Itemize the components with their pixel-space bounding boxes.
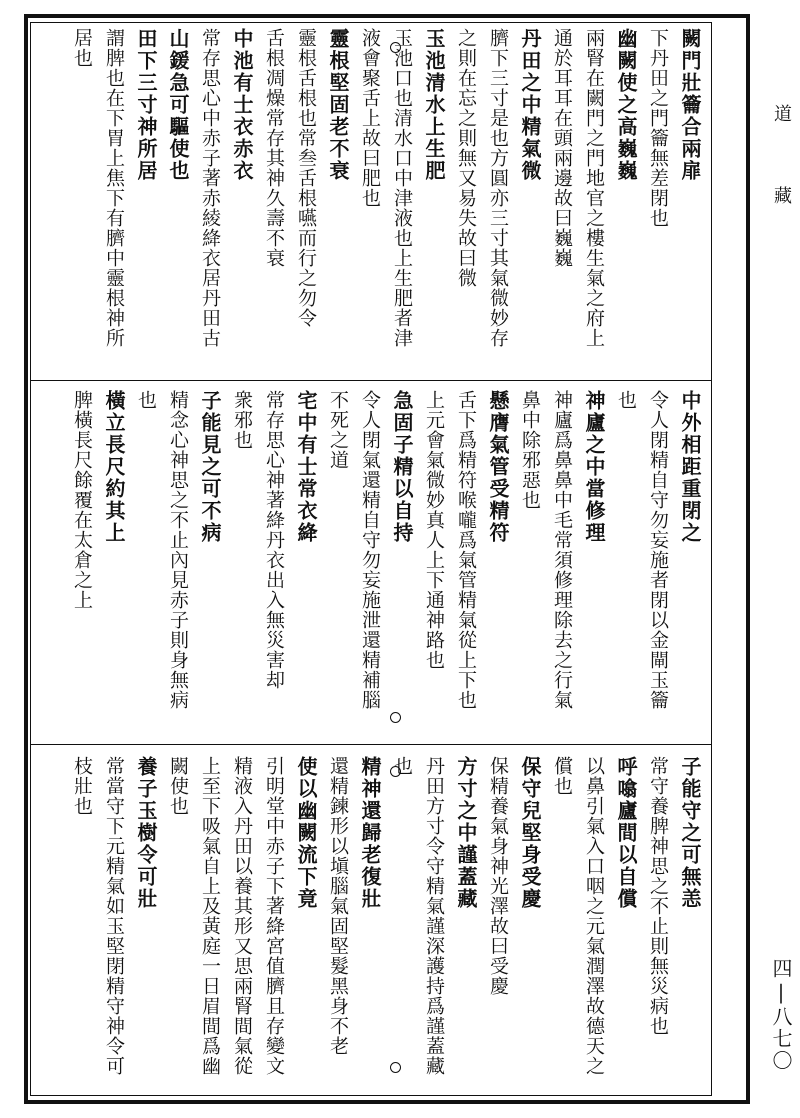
verse-column: 養子玉樹令可壯: [134, 756, 158, 910]
commentary-column: 上至下吸氣自上及黃庭一日眉間爲幽: [199, 756, 221, 1076]
commentary-column: 也: [391, 756, 413, 776]
commentary-column: 衆邪也: [231, 390, 253, 450]
commentary-column: 靈根舌根也常叁舌根嚥而行之勿令: [295, 28, 317, 328]
punctuation-circle: [390, 42, 401, 53]
band-divider-2: [30, 744, 712, 745]
commentary-column: 常守養脾神思之不止則無災病也: [647, 756, 669, 1036]
verse-column: 子能守之可無恙: [678, 756, 702, 910]
commentary-column: 令人閉精自守勿妄施者閉以金閘玉籥: [647, 390, 669, 710]
punctuation-circle: [390, 766, 401, 777]
collection-label-2: 藏: [771, 186, 792, 206]
commentary-column: 精念心神思之不止內見赤子則身無病: [167, 390, 189, 710]
commentary-column: 臍下三寸是也方圓亦三寸其氣微妙存: [487, 28, 509, 348]
commentary-column: 液會聚舌上故曰肥也: [359, 28, 381, 208]
commentary-column: 枝壯也: [71, 756, 93, 816]
verse-column: 田下三寸神所居: [134, 28, 158, 182]
verse-column: 橫立長尺約其上: [102, 390, 126, 544]
punctuation-circle: [390, 712, 401, 723]
commentary-column: 以鼻引氣入口咽之元氣潤澤故德天之: [583, 756, 605, 1076]
commentary-column: 玉池口也清水口中津液也上生肥者津: [391, 28, 413, 348]
commentary-column: 丹田方寸令守精氣謹深護持爲謹蓋藏: [423, 756, 445, 1076]
text-band-bottom: [38, 756, 706, 1096]
verse-column: 呼噏廬間以自償: [614, 756, 638, 910]
commentary-column: 之則在忘之則無又易失故曰微: [455, 28, 477, 288]
verse-column: 闕門壯籥合兩扉: [678, 28, 702, 182]
commentary-column: 引明堂中赤子下著絳宮值臍且存變文: [263, 756, 285, 1076]
text-band-middle: [38, 390, 706, 740]
verse-column: 中池有士衣赤衣: [230, 28, 254, 182]
commentary-column: 常存思心神著絳丹衣出入無災害却: [263, 390, 285, 690]
verse-column: 靈根堅固老不衰: [326, 28, 350, 182]
verse-column: 方寸之中謹蓋藏: [454, 756, 478, 910]
commentary-column: 還精鍊形以塡腦氣固堅髮黑身不老: [327, 756, 349, 1056]
commentary-column: 居也: [71, 28, 93, 68]
verse-column: 懸膺氣管受精符: [486, 390, 510, 544]
verse-column: 中外相距重閉之: [678, 390, 702, 544]
commentary-column: 保精養氣身神光澤故曰受慶: [487, 756, 509, 996]
verse-column: 山鍰急可驅使也: [166, 28, 190, 182]
verse-column: 幽闕使之高巍巍: [614, 28, 638, 182]
commentary-column: 償也: [551, 756, 573, 796]
commentary-column: 常存思心中赤子著赤綾絳衣居丹田古: [199, 28, 221, 348]
commentary-column: 兩腎在闕門之門地官之樓生氣之府上: [583, 28, 605, 348]
commentary-column: 也: [135, 390, 157, 410]
verse-column: 玉池清水上生肥: [422, 28, 446, 182]
verse-column: 使以幽闕流下竟: [294, 756, 318, 910]
collection-label: 道: [771, 104, 792, 124]
commentary-column: 下丹田之門籥無差閉也: [647, 28, 669, 228]
band-divider-1: [30, 380, 712, 381]
commentary-column: 闕使也: [167, 756, 189, 816]
commentary-column: 不死之道: [327, 390, 349, 470]
commentary-column: 上元會氣微妙真人上下通神路也: [423, 390, 445, 670]
verse-column: 急固子精以自持: [390, 390, 414, 544]
commentary-column: 也: [615, 390, 637, 410]
page-number: 四|八七〇: [769, 958, 793, 1072]
commentary-column: 脾橫長尺餘覆在太倉之上: [71, 390, 93, 610]
verse-column: 宅中有士常衣絳: [294, 390, 318, 544]
punctuation-circle: [390, 1062, 401, 1073]
commentary-column: 精液入丹田以養其形又思兩腎間氣從: [231, 756, 253, 1076]
text-band-top: [38, 28, 706, 378]
verse-column: 丹田之中精氣微: [518, 28, 542, 182]
verse-column: 子能見之可不病: [198, 390, 222, 544]
commentary-column: 舌下爲精符喉嚨爲氣管精氣從上下也: [455, 390, 477, 710]
commentary-column: 通於耳耳在頭兩邊故曰巍巍: [551, 28, 573, 268]
commentary-column: 令人閉氣還精自守勿妄施泄還精補腦: [359, 390, 381, 710]
commentary-column: 舌根凋燥常存其神久壽不衰: [263, 28, 285, 268]
verse-column: 精神還歸老復壯: [358, 756, 382, 910]
commentary-column: 謂脾也在下胃上焦下有臍中靈根神所: [103, 28, 125, 348]
commentary-column: 常當守下元精氣如玉堅閉精守神令可: [103, 756, 125, 1076]
verse-column: 保守兒堅身受慶: [518, 756, 542, 910]
commentary-column: 神廬爲鼻鼻中毛常須修理除去之行氣: [551, 390, 573, 710]
commentary-column: 鼻中除邪惡也: [519, 390, 541, 510]
verse-column: 神廬之中當修理: [582, 390, 606, 544]
